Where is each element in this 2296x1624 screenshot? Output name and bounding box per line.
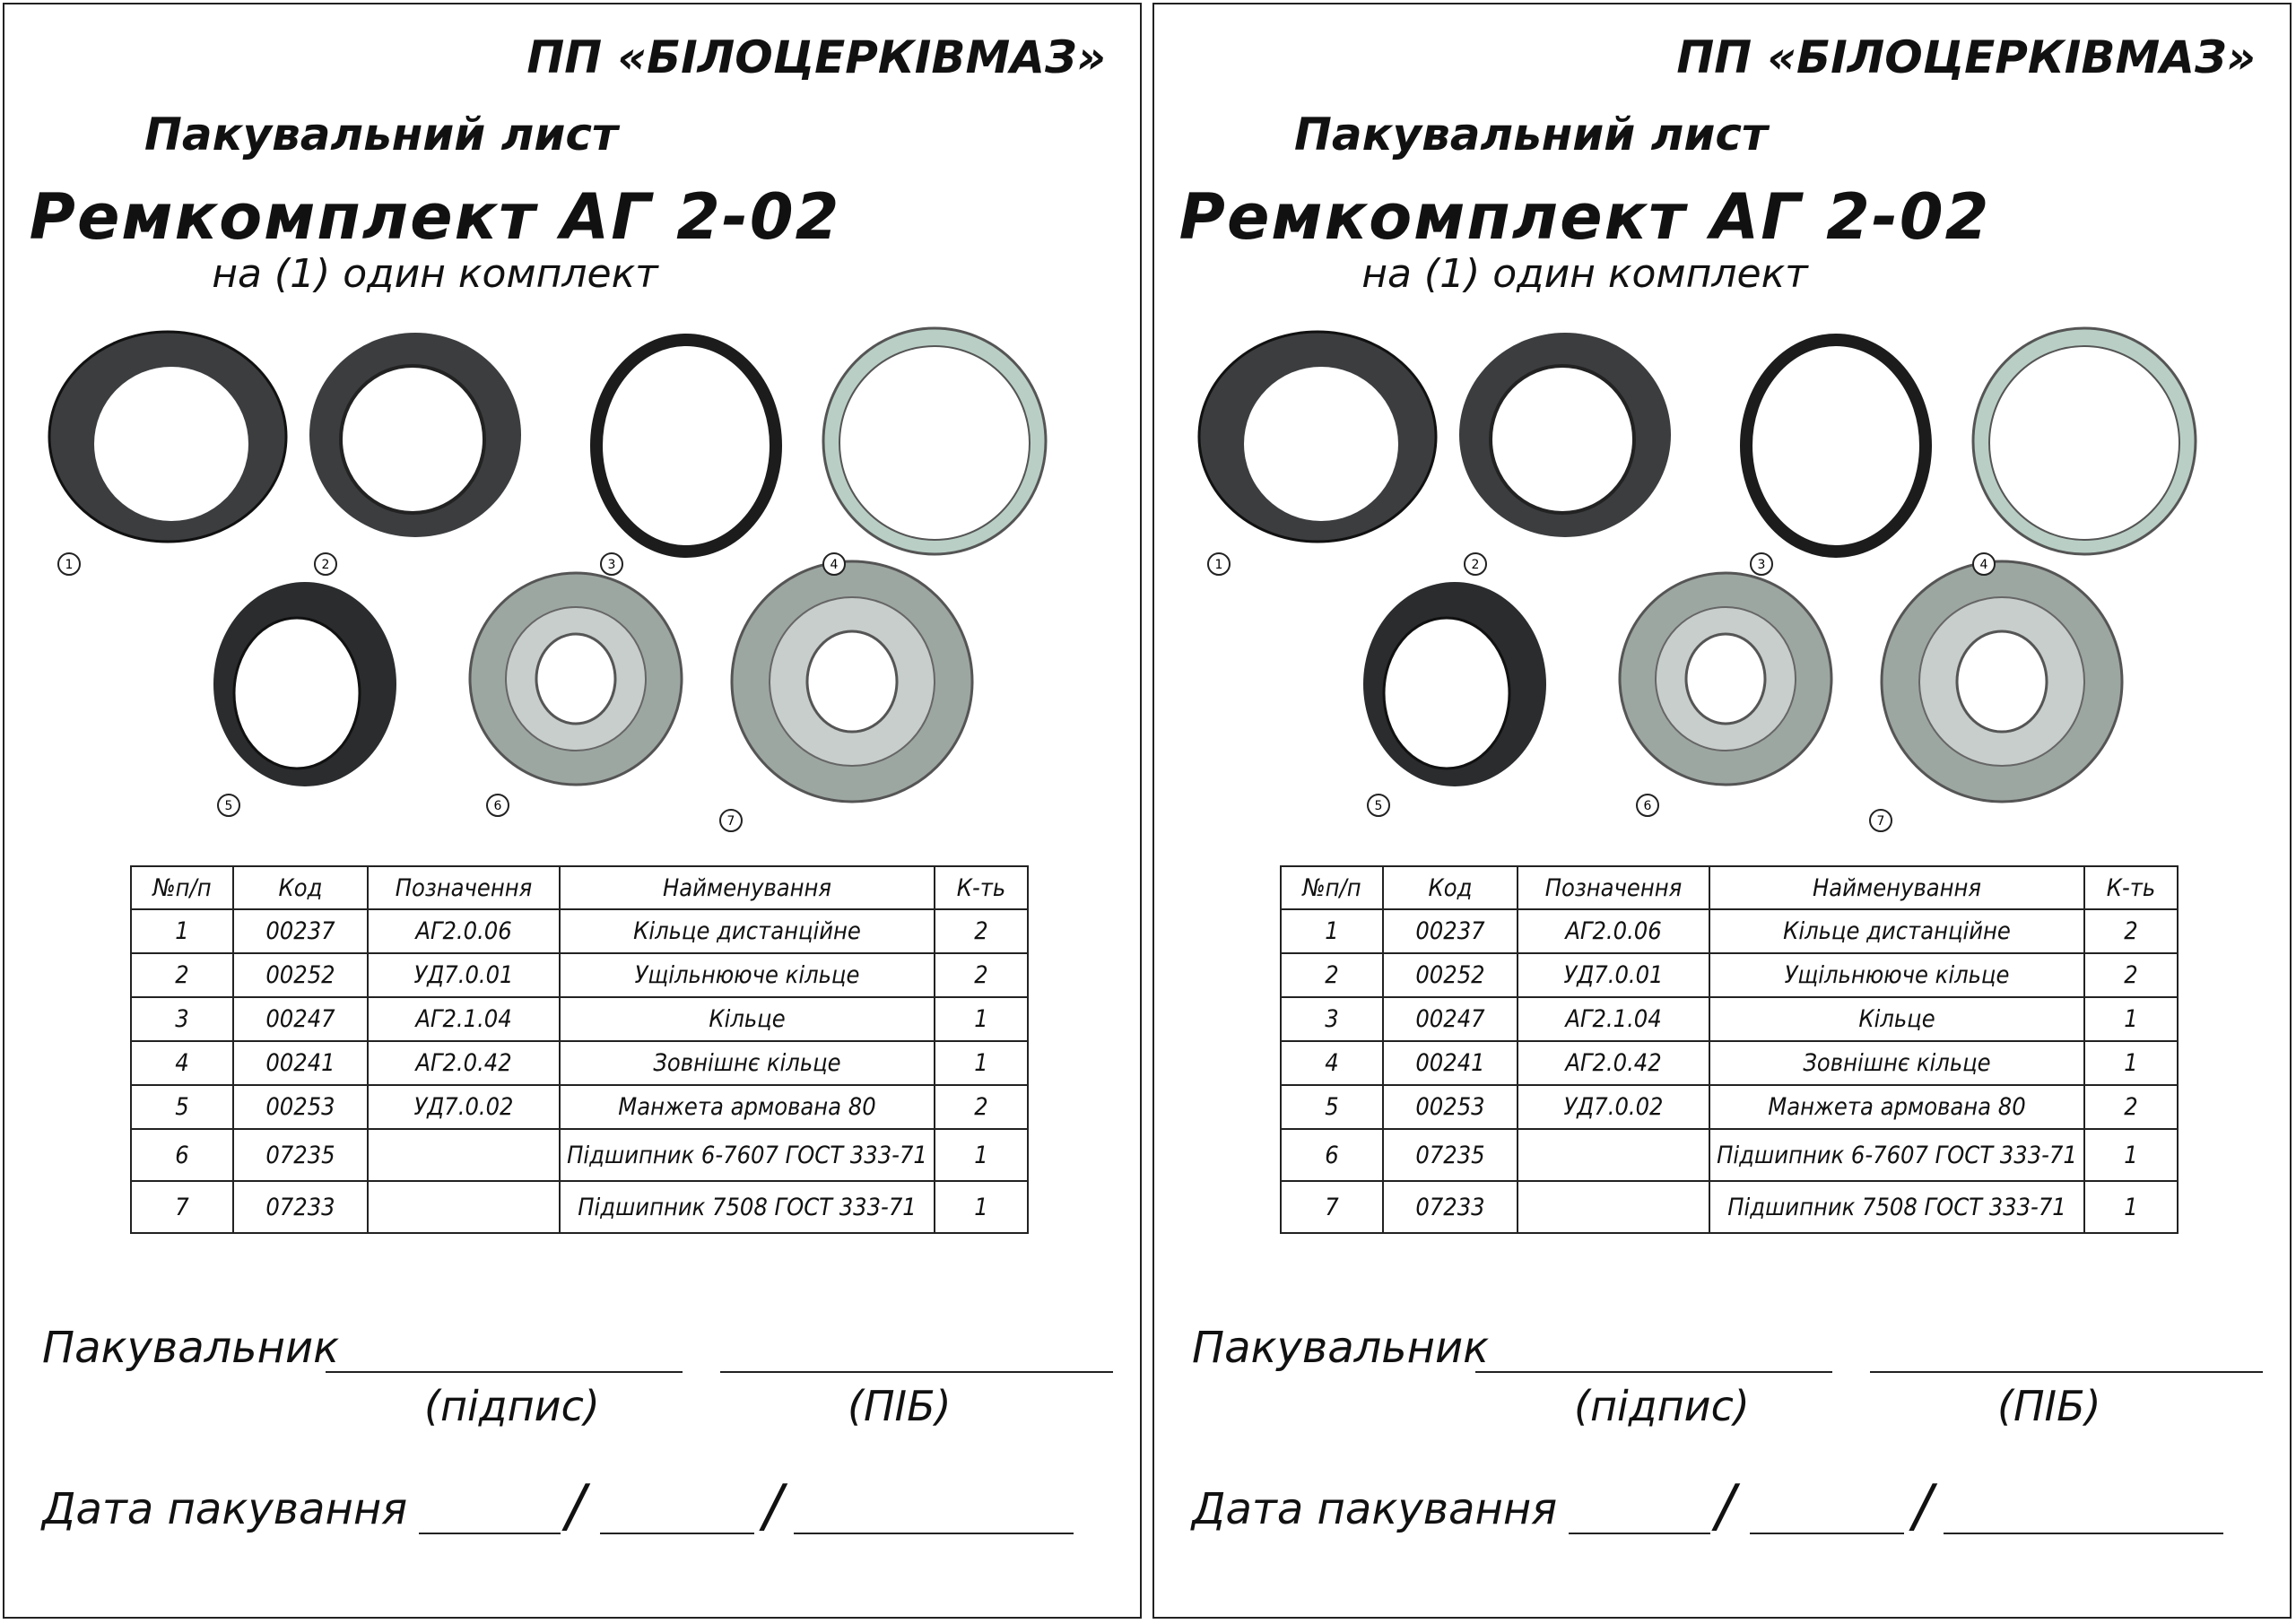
date-separator: / <box>1716 1473 1735 1540</box>
svg-text:3: 3 <box>607 558 616 572</box>
cell-designation: АГ2.0.06 <box>1518 909 1709 953</box>
table-row <box>131 1041 1028 1085</box>
header-code: Код <box>233 866 368 909</box>
cell-quantity: 1 <box>2084 997 2178 1041</box>
part-7-bearing <box>1882 561 2122 802</box>
cell-code: 00241 <box>1383 1041 1518 1085</box>
cell-number: 7 <box>1281 1181 1383 1233</box>
items-table <box>1280 865 2179 1234</box>
svg-text:6: 6 <box>1643 799 1652 813</box>
cell-code: 00247 <box>233 997 368 1041</box>
cell-quantity: 1 <box>935 1181 1028 1233</box>
parts-illustration <box>4 309 1140 847</box>
parts-illustration <box>1154 309 2290 847</box>
header-name: Найменування <box>1709 866 2084 909</box>
cell-code: 07235 <box>233 1129 368 1181</box>
cell-designation <box>368 1181 560 1233</box>
table-header-row <box>1281 866 2178 909</box>
signature-line[interactable] <box>326 1371 683 1373</box>
date-separator: / <box>1913 1473 1933 1540</box>
cell-number: 1 <box>1281 909 1383 953</box>
cell-code: 07235 <box>1383 1129 1518 1181</box>
cell-designation: АГ2.1.04 <box>1518 997 1709 1041</box>
cell-name: Ущільнююче кільце <box>560 953 935 997</box>
table-row <box>131 1085 1028 1129</box>
callout-4 <box>823 553 845 575</box>
cell-code: 00247 <box>1383 997 1518 1041</box>
packer-label: Пакувальник <box>1192 1323 1490 1373</box>
cell-number: 5 <box>1281 1085 1383 1129</box>
cell-designation: УД7.0.02 <box>368 1085 560 1129</box>
part-2-sealing-ring <box>309 333 521 537</box>
packing-date-label: Дата пакування <box>42 1484 408 1534</box>
svg-text:5: 5 <box>1374 799 1383 813</box>
date-year-line[interactable] <box>1944 1533 2223 1534</box>
cell-number: 3 <box>131 997 233 1041</box>
table-row <box>1281 1085 2178 1129</box>
table-row <box>1281 997 2178 1041</box>
part-1-spacer-ring <box>1199 332 1436 542</box>
document-type: Пакувальний лист <box>144 109 619 161</box>
svg-text:4: 4 <box>1979 558 1988 572</box>
svg-text:1: 1 <box>1214 558 1223 572</box>
cell-quantity: 2 <box>2084 1085 2178 1129</box>
svg-text:3: 3 <box>1757 558 1766 572</box>
cell-code: 00237 <box>233 909 368 953</box>
cell-number: 6 <box>1281 1129 1383 1181</box>
part-5-reinforced-cuff <box>1363 582 1546 786</box>
cell-quantity: 1 <box>935 997 1028 1041</box>
header-code: Код <box>1383 866 1518 909</box>
svg-text:2: 2 <box>1471 558 1480 572</box>
cell-code: 00253 <box>1383 1085 1518 1129</box>
kit-subtitle: на (1) один комплект <box>212 251 658 297</box>
table-row <box>1281 909 2178 953</box>
table-row <box>131 997 1028 1041</box>
cell-name: Кільце <box>560 997 935 1041</box>
cell-designation: УД7.0.01 <box>1518 953 1709 997</box>
callout-6 <box>487 795 509 816</box>
kit-title: Ремкомплект АГ 2-02 <box>29 180 841 254</box>
packer-label: Пакувальник <box>42 1323 340 1373</box>
svg-text:7: 7 <box>726 814 735 829</box>
cell-quantity: 1 <box>2084 1041 2178 1085</box>
part-6-bearing <box>470 573 682 785</box>
document-type: Пакувальний лист <box>1293 109 1769 161</box>
cell-code: 00252 <box>1383 953 1518 997</box>
svg-text:2: 2 <box>321 558 330 572</box>
table-row <box>1281 953 2178 997</box>
header-quantity: К-ть <box>935 866 1028 909</box>
table-row <box>1281 1129 2178 1181</box>
cell-name: Підшипник 7508 ГОСТ 333-71 <box>560 1181 935 1233</box>
cell-number: 4 <box>131 1041 233 1085</box>
header-designation: Позначення <box>1518 866 1709 909</box>
cell-designation <box>368 1129 560 1181</box>
cell-name: Підшипник 6-7607 ГОСТ 333-71 <box>560 1129 935 1181</box>
cell-quantity: 2 <box>935 953 1028 997</box>
signature-hint: (підпис) <box>424 1382 600 1430</box>
cell-number: 7 <box>131 1181 233 1233</box>
cell-quantity: 1 <box>935 1129 1028 1181</box>
callout-1 <box>1208 553 1230 575</box>
cell-name: Підшипник 7508 ГОСТ 333-71 <box>1709 1181 2084 1233</box>
cell-name: Кільце дистанційне <box>1709 909 2084 953</box>
date-month-line[interactable] <box>600 1533 754 1534</box>
kit-title: Ремкомплект АГ 2-02 <box>1178 180 1991 254</box>
cell-name: Кільце дистанційне <box>560 909 935 953</box>
date-separator: / <box>763 1473 783 1540</box>
cell-name: Кільце <box>1709 997 2084 1041</box>
callout-7 <box>720 810 742 831</box>
signature-hint: (підпис) <box>1574 1382 1750 1430</box>
cell-number: 5 <box>131 1085 233 1129</box>
part-1-spacer-ring <box>49 332 286 542</box>
svg-text:6: 6 <box>493 799 502 813</box>
full-name-hint: (ПІБ) <box>848 1382 952 1430</box>
cell-designation: АГ2.0.42 <box>368 1041 560 1085</box>
svg-text:5: 5 <box>224 799 233 813</box>
part-5-reinforced-cuff <box>213 582 396 786</box>
date-separator: / <box>566 1473 586 1540</box>
cell-designation: УД7.0.02 <box>1518 1085 1709 1129</box>
header-name: Найменування <box>560 866 935 909</box>
callout-5 <box>218 795 239 816</box>
cell-name: Зовнішнє кільце <box>1709 1041 2084 1085</box>
callout-5 <box>1368 795 1389 816</box>
cell-code: 00241 <box>233 1041 368 1085</box>
cell-quantity: 1 <box>2084 1181 2178 1233</box>
svg-text:7: 7 <box>1876 814 1885 829</box>
part-7-bearing <box>732 561 972 802</box>
header-number: №п/п <box>131 866 233 909</box>
callout-3 <box>1751 553 1772 575</box>
part-3-ring <box>1746 340 1926 551</box>
header-number: №п/п <box>1281 866 1383 909</box>
cell-quantity: 2 <box>935 1085 1028 1129</box>
cell-designation <box>1518 1129 1709 1181</box>
cell-name: Підшипник 6-7607 ГОСТ 333-71 <box>1709 1129 2084 1181</box>
callout-7 <box>1870 810 1892 831</box>
date-month-line[interactable] <box>1750 1533 1904 1534</box>
full-name-line[interactable] <box>720 1371 1113 1373</box>
company-name: ПП «БІЛОЦЕРКІВМАЗ» <box>526 31 1106 83</box>
cell-quantity: 2 <box>2084 953 2178 997</box>
date-year-line[interactable] <box>794 1533 1074 1534</box>
callout-6 <box>1637 795 1658 816</box>
header-designation: Позначення <box>368 866 560 909</box>
cell-name: Зовнішнє кільце <box>560 1041 935 1085</box>
cell-number: 6 <box>131 1129 233 1181</box>
packing-date-label: Дата пакування <box>1192 1484 1558 1534</box>
table-header-row <box>131 866 1028 909</box>
cell-name: Ущільнююче кільце <box>1709 953 2084 997</box>
callout-1 <box>58 553 80 575</box>
table-row <box>1281 1041 2178 1085</box>
table-row <box>1281 1181 2178 1233</box>
table-row <box>131 1129 1028 1181</box>
cell-quantity: 1 <box>2084 1129 2178 1181</box>
cell-quantity: 2 <box>935 909 1028 953</box>
packing-sheet-left <box>3 3 1142 1619</box>
company-name: ПП «БІЛОЦЕРКІВМАЗ» <box>1676 31 2256 83</box>
date-day-line[interactable] <box>1569 1533 1710 1534</box>
callout-2 <box>315 553 336 575</box>
kit-subtitle: на (1) один комплект <box>1361 251 1808 297</box>
table-row <box>131 909 1028 953</box>
table-row <box>131 953 1028 997</box>
cell-number: 4 <box>1281 1041 1383 1085</box>
part-4-outer-ring <box>1973 328 2196 554</box>
full-name-line[interactable] <box>1870 1371 2263 1373</box>
cell-name: Манжета армована 80 <box>1709 1085 2084 1129</box>
items-table <box>130 865 1029 1234</box>
callout-4 <box>1973 553 1995 575</box>
cell-name: Манжета армована 80 <box>560 1085 935 1129</box>
cell-designation <box>1518 1181 1709 1233</box>
svg-text:1: 1 <box>65 558 74 572</box>
cell-designation: АГ2.1.04 <box>368 997 560 1041</box>
table-row <box>131 1181 1028 1233</box>
cell-code: 00253 <box>233 1085 368 1129</box>
callout-3 <box>601 553 622 575</box>
cell-quantity: 1 <box>935 1041 1028 1085</box>
part-3-ring <box>596 340 776 551</box>
cell-number: 2 <box>131 953 233 997</box>
cell-designation: АГ2.0.06 <box>368 909 560 953</box>
cell-code: 00252 <box>233 953 368 997</box>
callout-2 <box>1465 553 1486 575</box>
part-6-bearing <box>1620 573 1831 785</box>
cell-code: 07233 <box>1383 1181 1518 1233</box>
svg-text:4: 4 <box>830 558 839 572</box>
date-day-line[interactable] <box>419 1533 561 1534</box>
part-4-outer-ring <box>823 328 1046 554</box>
cell-number: 2 <box>1281 953 1383 997</box>
signature-line[interactable] <box>1475 1371 1832 1373</box>
cell-code: 00237 <box>1383 909 1518 953</box>
cell-designation: УД7.0.01 <box>368 953 560 997</box>
cell-number: 3 <box>1281 997 1383 1041</box>
cell-designation: АГ2.0.42 <box>1518 1041 1709 1085</box>
full-name-hint: (ПІБ) <box>1997 1382 2101 1430</box>
part-2-sealing-ring <box>1459 333 1671 537</box>
cell-number: 1 <box>131 909 233 953</box>
cell-code: 07233 <box>233 1181 368 1233</box>
header-quantity: К-ть <box>2084 866 2178 909</box>
cell-quantity: 2 <box>2084 909 2178 953</box>
packing-sheet-right <box>1152 3 2292 1619</box>
